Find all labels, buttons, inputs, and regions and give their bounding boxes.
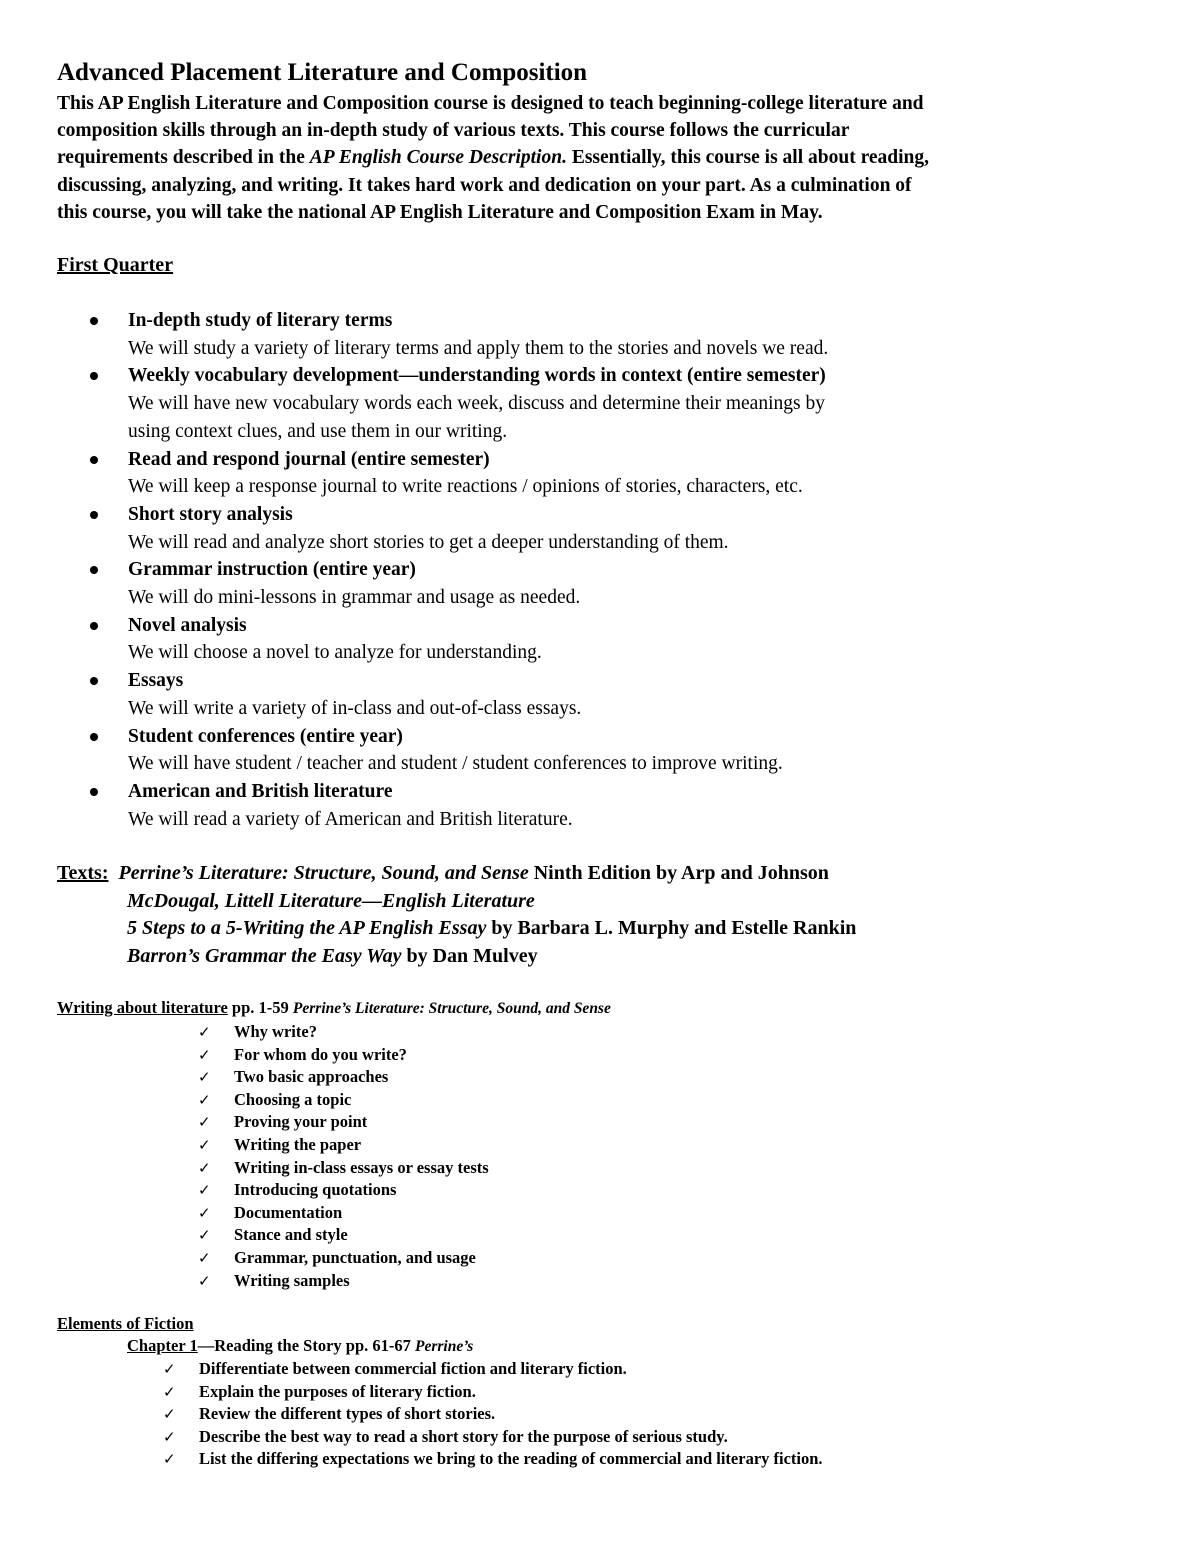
checklist-item <box>198 1021 489 1044</box>
checklist-text: Grammar, punctuation, and usage <box>234 1247 476 1267</box>
checklist-text: Documentation <box>234 1202 343 1222</box>
checklist-item <box>163 1448 823 1471</box>
checklist-text: Differentiate between commercial fiction and literary fiction. <box>199 1359 627 1378</box>
bullet-dot-icon <box>90 677 98 685</box>
checklist-item <box>198 1111 489 1134</box>
item-description: We will have student / teacher and student / student conferences to improve writing. <box>128 753 783 775</box>
intro-text: Essentially, this course is all about reading, <box>566 147 930 169</box>
checklist-item <box>198 1066 489 1089</box>
checklist-text: Review the different types of short stories. <box>199 1404 496 1424</box>
checklist-text: Writing the paper <box>234 1134 362 1154</box>
checklist-text: Writing samples <box>234 1270 350 1290</box>
item-title: In-depth study of literary terms <box>128 310 393 331</box>
checklist-item <box>198 1247 489 1270</box>
list-item <box>88 667 1088 722</box>
list-item <box>88 556 1088 611</box>
checkmark-icon: ✓ <box>198 1158 211 1177</box>
bullet-dot-icon <box>90 372 98 380</box>
checkmark-icon: ✓ <box>198 1045 211 1064</box>
checklist-item <box>198 1224 489 1247</box>
chapter-1-heading <box>127 1335 473 1358</box>
checkmark-icon: ✓ <box>198 1181 211 1200</box>
checklist-text: For whom do you write? <box>234 1044 407 1064</box>
book-details: by Dan Mulvey <box>401 944 538 967</box>
item-description: We will do mini-lessons in grammar and usage as needed. <box>128 587 581 609</box>
checklist-text: Explain the purposes of literary fiction. <box>199 1381 476 1401</box>
checklist-item <box>198 1089 489 1112</box>
intro-line: this course, you will take the national AP English Literature and Composition Exam in May. <box>57 201 823 223</box>
page-title: Advanced Placement Literature and Composition <box>57 59 588 86</box>
item-title: Essays <box>128 670 184 692</box>
elements-of-fiction-heading: Elements of Fiction <box>57 1314 194 1333</box>
item-description: We will read a variety of American and British literature. <box>128 808 573 830</box>
checklist-item <box>163 1381 823 1404</box>
checkmark-icon: ✓ <box>163 1405 176 1424</box>
chapter-source: Perrine’s <box>415 1338 474 1355</box>
list-item <box>88 307 1088 362</box>
intro-line <box>57 144 1157 171</box>
checkmark-icon: ✓ <box>198 1090 211 1109</box>
list-item <box>88 723 1088 778</box>
course-description <box>57 90 1157 226</box>
item-title: Short story analysis <box>128 503 293 525</box>
checkmark-icon: ✓ <box>163 1382 176 1401</box>
chapter-title: —Reading the Story pp. 61-67 <box>197 1336 416 1355</box>
book-details: Ninth Edition by Arp and Johnson <box>528 862 829 884</box>
source-title: Perrine’s Literature: Structure, Sound, and Sense <box>292 1000 611 1017</box>
writing-about-literature-heading <box>57 997 611 1020</box>
item-description: We will study a variety of literary terms and apply them to the stories and novels we read. <box>128 337 829 359</box>
bullet-dot-icon <box>90 622 98 630</box>
checklist-text: Two basic approaches <box>234 1067 389 1087</box>
bullet-dot-icon <box>90 733 98 741</box>
item-description: We will read and analyze short stories to get a deeper understanding of them. <box>128 531 729 553</box>
checkmark-icon: ✓ <box>198 1203 211 1222</box>
checkmark-icon: ✓ <box>163 1450 176 1469</box>
checklist-item <box>198 1270 489 1293</box>
item-description: We will write a variety of in-class and out-of-class essays. <box>128 697 582 719</box>
list-item <box>88 778 1088 833</box>
checklist-text: Introducing quotations <box>234 1180 397 1200</box>
intro-line: discussing, analyzing, and writing. It takes hard work and dedication on your part. As a culmination of <box>57 174 912 196</box>
checklist-text: Stance and style <box>234 1225 348 1245</box>
intro-text: requirements described in the <box>57 147 310 169</box>
checklist-item <box>198 1134 489 1157</box>
checklist-item <box>163 1358 823 1381</box>
checkmark-icon: ✓ <box>198 1226 211 1245</box>
checklist-item <box>163 1426 823 1449</box>
bullet-dot-icon <box>90 456 98 464</box>
item-title: Weekly vocabulary development—understanding words in context (entire semester) <box>128 365 826 387</box>
list-item <box>88 501 1088 556</box>
item-description: We will keep a response journal to write reactions / opinions of stories, characters, etc. <box>128 476 803 498</box>
checklist-text: Proving your point <box>234 1112 368 1132</box>
book-title: Barron’s Grammar the Easy Way <box>127 944 402 967</box>
checkmark-icon: ✓ <box>198 1135 211 1154</box>
bullet-dot-icon <box>90 511 98 519</box>
book-title: 5 Steps to a 5-Writing the AP English Essay <box>127 917 487 939</box>
checklist-item <box>198 1202 489 1225</box>
checklist-item <box>198 1044 489 1067</box>
bullet-dot-icon <box>90 566 98 574</box>
checklist-text: Describe the best way to read a short story for the purpose of serious study. <box>199 1426 728 1446</box>
item-title: Novel analysis <box>128 614 247 636</box>
list-item <box>88 362 1088 445</box>
book-details: by Barbara L. Murphy and Estelle Rankin <box>486 917 857 939</box>
page-range: pp. 1-59 <box>227 998 293 1017</box>
intro-line: composition skills through an in-depth study of various texts. This course follows the curricular <box>57 120 850 142</box>
book-title: Perrine’s Literature: Structure, Sound, and Sense <box>118 862 529 884</box>
intro-line: This AP English Literature and Composition course is designed to teach beginning-college literature and <box>57 93 924 114</box>
first-quarter-heading: First Quarter <box>57 254 174 276</box>
list-item <box>88 612 1088 667</box>
checkmark-icon: ✓ <box>198 1068 211 1087</box>
bullet-dot-icon <box>90 317 98 325</box>
texts-label: Texts: <box>57 862 109 884</box>
item-title: Read and respond journal (entire semester) <box>128 448 490 470</box>
checkmark-icon: ✓ <box>198 1023 211 1041</box>
texts-row <box>57 943 856 971</box>
item-description: We will have new vocabulary words each week, discuss and determine their meanings by using context clues, and use them in our writing. <box>128 393 825 442</box>
checklist-item <box>198 1179 489 1202</box>
list-item <box>88 446 1088 501</box>
chapter-1-checklist <box>163 1358 823 1471</box>
texts-row <box>57 860 856 888</box>
book-title: McDougal, Littell Literature—English Literature <box>127 889 535 912</box>
checklist-item <box>198 1157 489 1180</box>
checkmark-icon: ✓ <box>198 1248 211 1267</box>
first-quarter-list <box>88 307 1088 833</box>
checklist-item <box>163 1403 823 1426</box>
item-title: Grammar instruction (entire year) <box>128 559 416 581</box>
item-description: We will choose a novel to analyze for understanding. <box>128 642 542 664</box>
checklist-text: List the differing expectations we bring to the reading of commercial and literary fiction. <box>199 1449 823 1469</box>
texts-row <box>57 888 856 916</box>
texts-row <box>57 915 856 943</box>
item-title: American and British literature <box>128 780 393 802</box>
checkmark-icon: ✓ <box>163 1360 176 1378</box>
checklist-text: Choosing a topic <box>234 1089 352 1109</box>
checklist-text: Why write? <box>234 1022 317 1041</box>
checkmark-icon: ✓ <box>163 1427 176 1446</box>
writing-checklist <box>198 1021 489 1292</box>
section-heading: Writing about literature <box>57 998 228 1017</box>
item-title: Student conferences (entire year) <box>128 725 403 747</box>
checkmark-icon: ✓ <box>198 1271 211 1290</box>
checklist-text: Writing in-class essays or essay tests <box>234 1157 489 1177</box>
chapter-label: Chapter 1 <box>127 1336 198 1355</box>
checkmark-icon: ✓ <box>198 1113 211 1132</box>
texts-section <box>57 860 856 970</box>
intro-italic-text: AP English Course Description. <box>309 147 567 169</box>
bullet-dot-icon <box>90 788 98 796</box>
